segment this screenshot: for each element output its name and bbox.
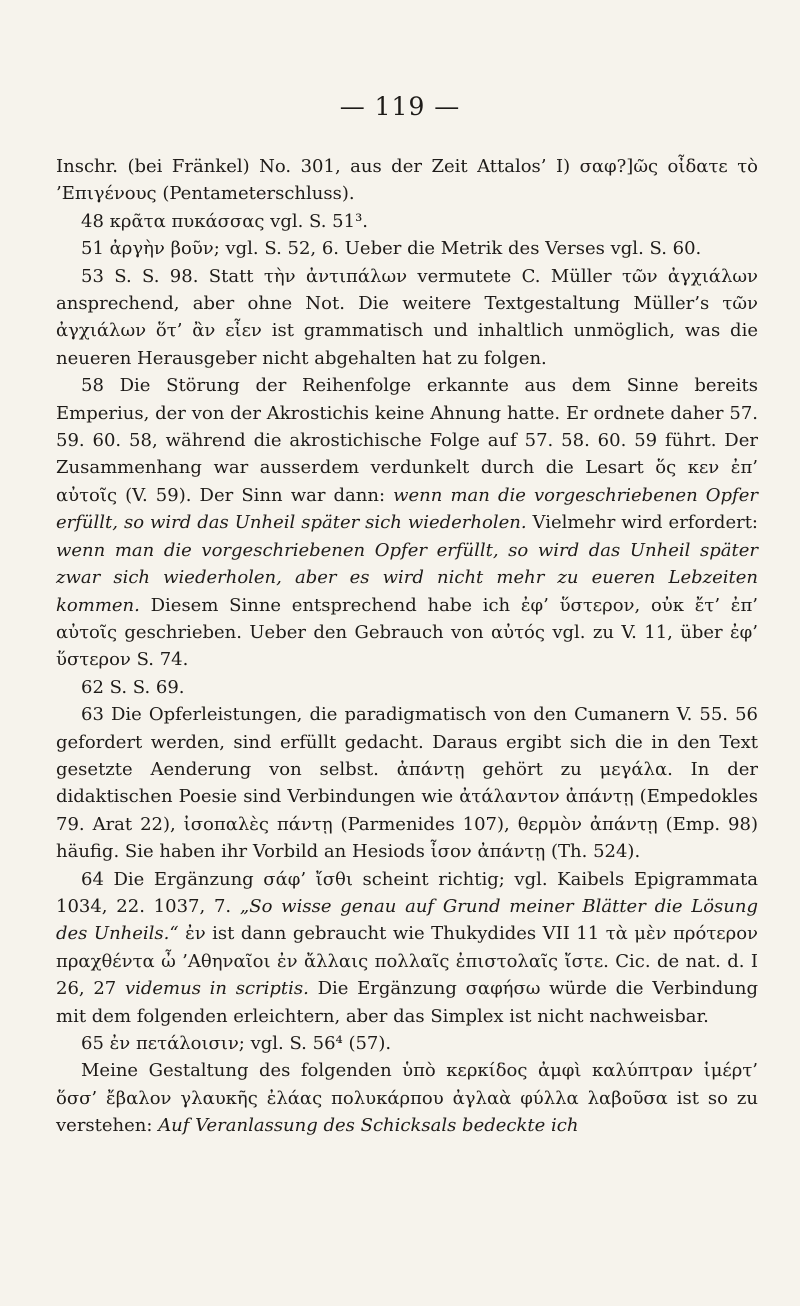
paragraph — [56, 866, 758, 1030]
paragraph — [56, 701, 758, 865]
text-segment: Diesem Sinne entsprechend habe ich ἐφ’ ὕστερον, οὐκ ἔτ’ ἐπ’ αὐτοῖς geschrieben. Ueber den Gebrauch von αὐτός vgl. zu V. 11, über ἐφ’ ὕστερον S. 74. — [56, 594, 758, 671]
paragraph — [56, 263, 758, 373]
paragraph — [56, 208, 758, 235]
text-segment: ἐν ist dann gebraucht wie Thukydides VII 11 τὰ μὲν πρότερον πραχθέντα ὦ ’Αθηναῖοι ἐν ἄλλαις πολλαῖς ἐπιστολαῖς ἴστε. Cic. de nat. d. I 26, 27 — [56, 923, 758, 1000]
paragraph — [56, 674, 758, 701]
text-segment: 51 ἀργὴν βοῦν; vgl. S. 52, 6. Ueber die Metrik des Verses vgl. S. 60. — [81, 238, 702, 260]
text-segment-italic: wenn man die vorgeschriebenen Opfer erfüllt, so wird das Unheil später zwar sich wiederholen, aber es wird nicht mehr zu eueren Lebzeiten kommen. — [56, 539, 758, 616]
text-segment: 64 Die Ergänzung σάφ’ ἴσθι scheint richtig; vgl. Kaibels Epigrammata 1034, 22. 1037, 7. — [56, 868, 758, 917]
text-segment: Meine Gestaltung des folgenden ὑπὸ κερκίδος ἀμφὶ καλύπτραν ἱμέρτ’ ὅσσ’ ἔβαλον γλαυκῆς ἐλάας πολυκάρπου ἀγλαὰ φύλλα λαβοῦσα ist so zu verstehen: — [56, 1060, 758, 1137]
text-segment: 53 S. S. 98. Statt τὴν ἀντιπάλων vermutete C. Müller τῶν ἀγχιάλων ansprechend, aber ohne Not. Die weitere Textgestaltung Müller’s τῶν ἀγχιάλων ὅτ’ ἂν εἶεν ist grammatisch und inhaltlich unmöglich, was die neueren Herausgeber nicht abgehalten hat zu folgen. — [56, 265, 758, 369]
text-segment: 62 S. S. 69. — [81, 676, 185, 698]
text-segment-italic: wenn man die vorgeschriebenen Opfer erfüllt, so wird das Unheil später sich wiederholen. — [56, 484, 758, 534]
text-segment: Die Ergänzung σαφήσω würde die Verbindung mit dem folgenden erleichtern, aber das Simplex ist nicht nachweisbar. — [56, 978, 758, 1027]
text-segment: 58 Die Störung der Reihenfolge erkannte aus dem Sinne bereits Emperius, der von der Akrostichis keine Ahnung hatte. Er ordnete daher 57. 59. 60. 58, während die akrostichische Folge auf 57. 58. 60. 59 führt. Der Zusammenhang war ausserdem verdunkelt durch die Lesart ὅς κεν ἐπ’ αὐτοῖς (V. 59). Der Sinn war dann: — [56, 375, 758, 506]
text-segment: Inschr. (bei Fränkel) No. 301, aus der Zeit Attalos’ I) σαφ?]ῶς οἶδατε τὸ ’Επιγένους (Pentameterschluss). — [56, 156, 758, 205]
text-segment-italic: videmus in scriptis. — [124, 978, 309, 1000]
text-segment-italic: „So wisse genau auf Grund meiner Blätter die Lösung des Unheils.“ — [56, 895, 759, 945]
paragraph — [56, 372, 758, 673]
text-segment-italic: Auf Veranlassung des Schicksals bedeckte ich — [158, 1115, 579, 1137]
text-segment: 48 κρᾶτα πυκάσσας vgl. S. 51³. — [81, 210, 369, 232]
text-segment: Vielmehr wird erfordert: — [526, 512, 758, 534]
page-number: — 119 — — [339, 92, 461, 121]
paragraph — [56, 235, 758, 262]
paragraph — [56, 1057, 758, 1139]
text-segment: 63 Die Opferleistungen, die paradigmatisch von den Cumanern V. 55. 56 gefordert werden, sind erfüllt gedacht. Daraus ergibt sich die in den Text gesetzte Aenderung von selbst. ἀπάντῃ gehört zu μεγάλα. In der didaktischen Poesie sind Verbindungen wie ἀτάλαντον ἀπάντῃ (Empedokles 79. Arat 22), ἰσοπαλὲς πάντῃ (Parmenides 107), θερμὸν ἀπάντῃ (Emp. 98) häufig. Sie haben ihr Vorbild an Hesiods ἶσον ἀπάντῃ (Th. 524). — [56, 704, 758, 863]
paragraph — [56, 1030, 758, 1057]
paragraph — [56, 153, 758, 208]
text-segment: 65 ἐν πετάλοισιν; vgl. S. 56⁴ (57). — [81, 1033, 392, 1054]
text-body — [56, 153, 758, 1140]
